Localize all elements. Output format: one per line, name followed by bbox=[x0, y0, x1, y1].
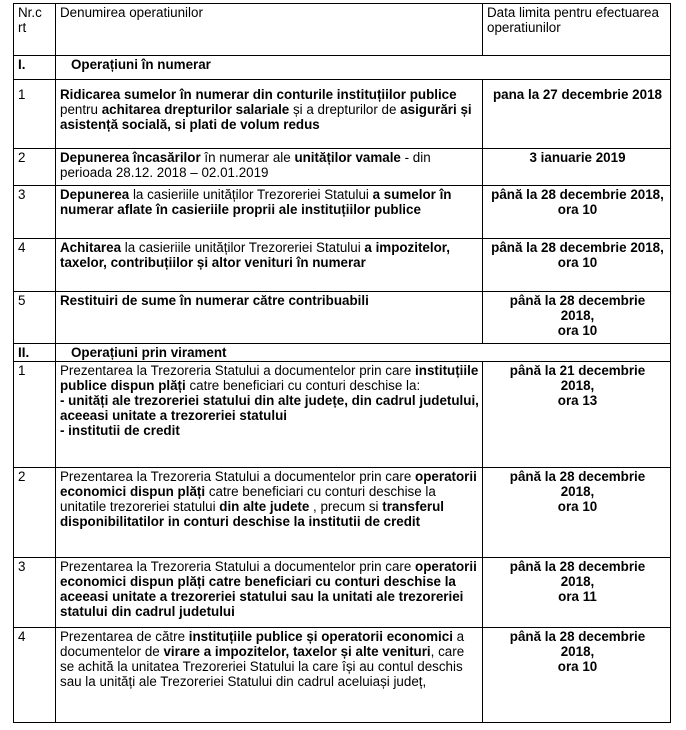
row-number: 1 bbox=[14, 362, 56, 468]
table-row bbox=[14, 468, 671, 558]
table-row bbox=[14, 80, 671, 149]
row-number: 2 bbox=[14, 149, 56, 186]
row-deadline: până la 28 decembrie 2018, ora 10 bbox=[483, 239, 671, 292]
row-operation: Ridicarea sumelor în numerar din conturile instituțiilor publice pentru achitarea drepturilor salariale și a drepturilor de asigurări și asistență socială, si plati de volum redus bbox=[56, 80, 483, 149]
table-row bbox=[14, 239, 671, 292]
section-number: II. bbox=[14, 344, 56, 362]
section-title: Operațiuni prin virament bbox=[56, 344, 671, 362]
row-number: 2 bbox=[14, 468, 56, 558]
table-row bbox=[14, 628, 671, 723]
row-deadline: până la 28 decembrie 2018, ora 10 bbox=[483, 292, 671, 344]
row-deadline: până la 28 decembrie 2018, ora 10 bbox=[483, 468, 671, 558]
row-operation: Achitarea la casieriile unităților Trezoreriei Statului a impozitelor, taxelor, contribuțiilor și altor venituri în numerar bbox=[56, 239, 483, 292]
table-row bbox=[14, 186, 671, 239]
table-row bbox=[14, 362, 671, 468]
row-number: 1 bbox=[14, 80, 56, 149]
row-deadline: 3 ianuarie 2019 bbox=[483, 149, 671, 186]
row-operation: Depunerea la casieriile unităților Trezoreriei Statului a sumelor în numerar aflate în casieriile proprii ale instituțiilor publice bbox=[56, 186, 483, 239]
row-operation: Prezentarea de către instituțiile publice și operatorii economici a documentelor de virare a impozitelor, taxelor și altе venituri, care se achită la unitatea Trezoreriei Statului la care își au contul deschis sau la unități ale Trezoreriei Statului din cadrul aceluiași județ, bbox=[56, 628, 483, 723]
section-title: Operațiuni în numerar bbox=[56, 56, 671, 80]
table-header-row bbox=[14, 4, 671, 56]
row-deadline: pana la 27 decembrie 2018 bbox=[483, 80, 671, 149]
row-number: 3 bbox=[14, 558, 56, 628]
operations-table bbox=[13, 3, 671, 723]
table-row bbox=[14, 149, 671, 186]
row-deadline: până la 28 decembrie 2018, ora 10 bbox=[483, 186, 671, 239]
row-operation: Prezentarea la Trezoreria Statului a documentelor prin care operatorii economici dispun plăți catre beneficiari cu conturi deschise la unitatile trezoreriei statului din alte judete , precum si transferul disponibilitatilor in conturi deschise la institutii de credit bbox=[56, 468, 483, 558]
header-operation: Denumirea operatiunilor bbox=[56, 4, 483, 56]
row-number: 3 bbox=[14, 186, 56, 239]
table-row bbox=[14, 292, 671, 344]
row-deadline: până la 28 decembrie 2018, ora 10 bbox=[483, 628, 671, 723]
row-number: 5 bbox=[14, 292, 56, 344]
row-operation: Restituiri de sume în numerar către contribuabili bbox=[56, 292, 483, 344]
header-deadline: Data limita pentru efectuarea operatiunilor bbox=[483, 4, 671, 56]
table-row bbox=[14, 558, 671, 628]
section-heading-transfer bbox=[14, 344, 671, 362]
row-deadline: până la 21 decembrie 2018, ora 13 bbox=[483, 362, 671, 468]
section-number: I. bbox=[14, 56, 56, 80]
row-number: 4 bbox=[14, 239, 56, 292]
row-operation: Prezentarea la Trezoreria Statului a documentelor prin care instituțiile publice dispun plăți catre beneficiari cu conturi deschise la: - unități ale trezoreriei statului din alte județe, din cadrul judetului, aceeasi unitate a trezoreriei statului - institutii de credit bbox=[56, 362, 483, 468]
header-nr: Nr.c rt bbox=[14, 4, 56, 56]
row-number: 4 bbox=[14, 628, 56, 723]
row-operation: Depunerea încasărilor în numerar ale unităților vamale - din perioada 28.12. 2018 – 02.01.2019 bbox=[56, 149, 483, 186]
row-deadline: până la 28 decembrie 2018, ora 11 bbox=[483, 558, 671, 628]
section-heading-cash bbox=[14, 56, 671, 80]
row-operation: Prezentarea la Trezoreria Statului a documentelor prin care operatorii economici dispun plăți catre beneficiari cu conturi deschise la aceeasi unitate a trezoreriei statului sau la unitati ale trezoreriei statului din cadrul judetului bbox=[56, 558, 483, 628]
